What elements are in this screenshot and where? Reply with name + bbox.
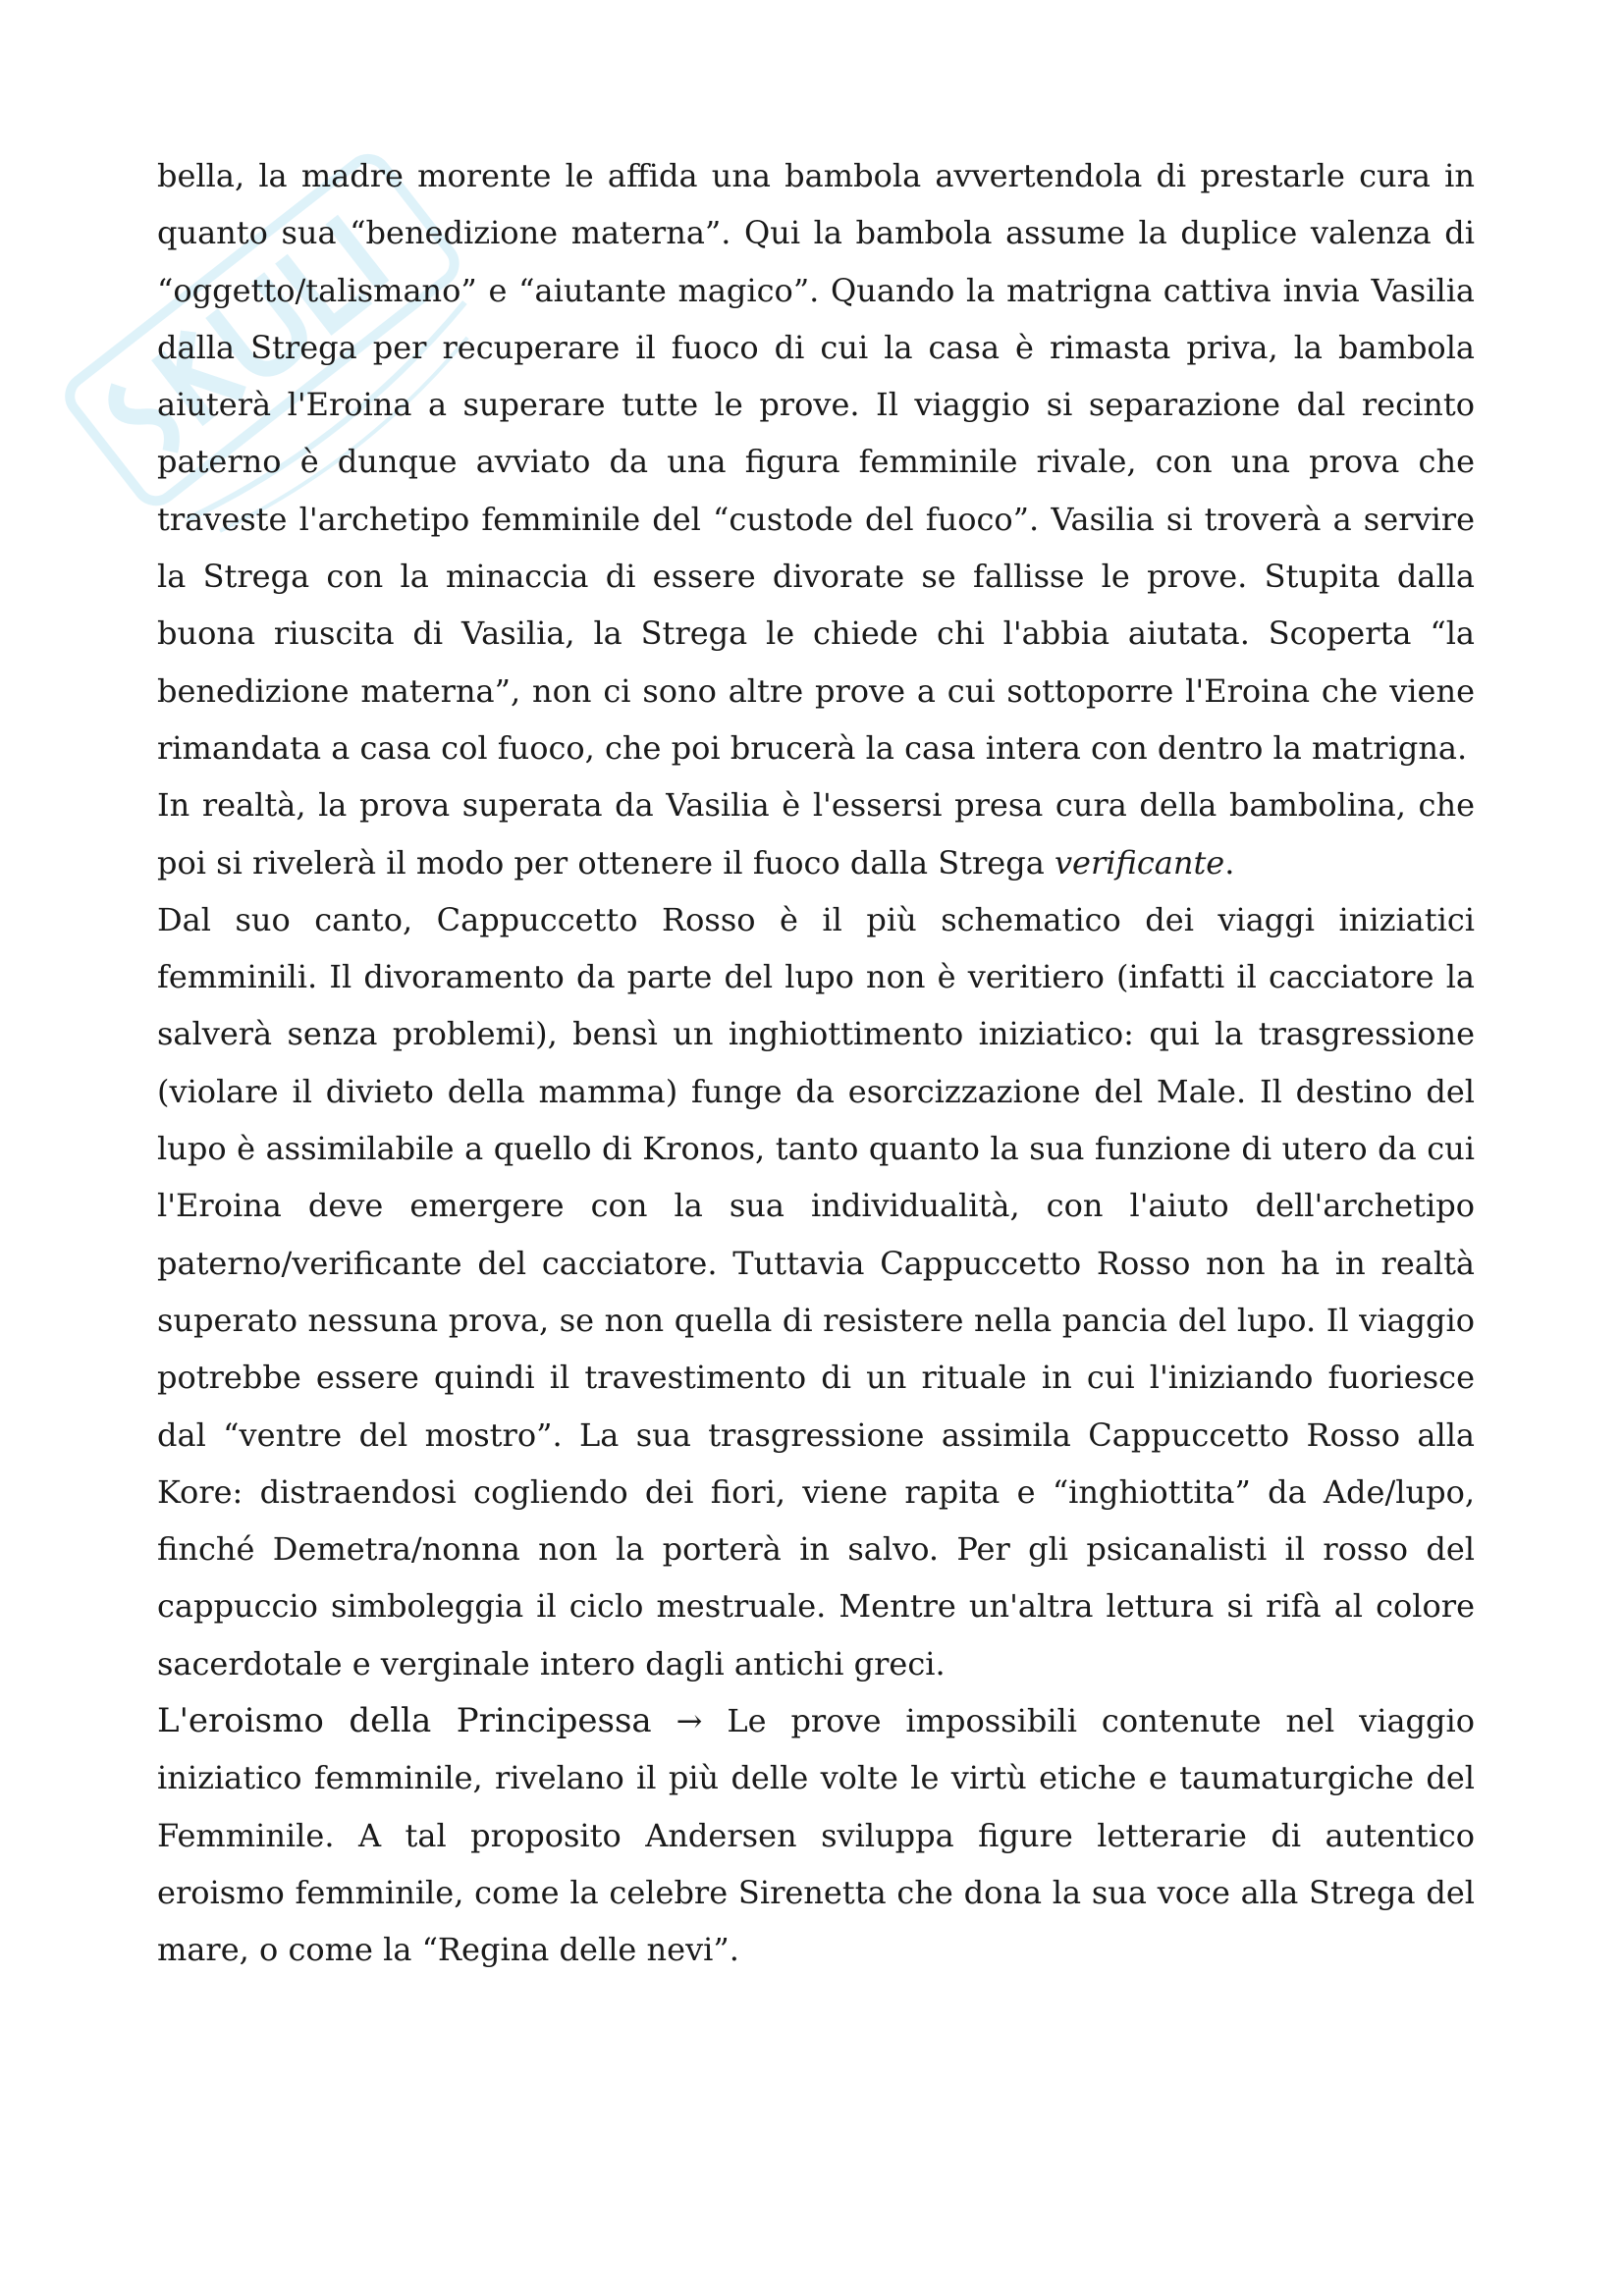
arrow-icon: → bbox=[676, 1702, 703, 1740]
document-body bbox=[157, 147, 1475, 1979]
paragraph-prova-end: . bbox=[1224, 843, 1235, 881]
paragraph-prova-superata bbox=[157, 776, 1475, 891]
paragraph-cappuccetto: Dal suo canto, Cappuccetto Rosso è il più schematico dei viaggi iniziatici femminili. Il divoramento da parte del lupo non è veritiero (infatti il cacciatore la salverà senza problemi), bensì un inghiottimento iniziatico: qui la trasgressione (violare il divieto della mamma) funge da esorcizzazione del Male. Il destino del lupo è assimilabile a quello di Kronos, tanto quanto la sua funzione di utero da cui l'Eroina deve emergere con la sua individualità, con l'aiuto dell'archetipo paterno/verificante del cacciatore. Tuttavia Cappuccetto Rosso non ha in realtà superato nessuna prova, se non quella di resistere nella pancia del lupo. Il viaggio potrebbe essere quindi il travestimento di un rituale in cui l'iniziando fuoriesce dal “ventre del mostro”. La sua trasgressione assimila Cappuccetto Rosso alla Kore: distraendosi cogliendo dei fiori, viene rapita e “inghiottita” da Ade/lupo, finché Demetra/nonna non la porterà in salvo. Per gli psicanalisti il rosso del cappuccio simboleggia il ciclo mestruale. Mentre un'altra lettura si rifà al colore sacerdotale e verginale intero dagli antichi greci. bbox=[157, 900, 1475, 1682]
paragraph-vasilia: bella, la madre morente le affida una bambola avvertendola di prestarle cura in quanto sua “benedizione materna”. Qui la bambola assume la duplice valenza di “oggetto/talismano” e “aiutante magico”. Quando la matrigna cattiva invia Vasilia dalla Strega per recuperare il fuoco di cui la casa è rimasta priva, la bambola aiuterà l'Eroina a superare tutte le prove. Il viaggio si separazione dal recinto paterno è dunque avviato da una figura femminile rivale, con una prova che traveste l'archetipo femminile del “custode del fuoco”. Vasilia si troverà a servire la Strega con la minaccia di essere divorate se fallisse le prove. Stupita dalla buona riuscita di Vasilia, la Strega le chiede chi l'abbia aiutata. Scoperta “la benedizione materna”, non ci sono altre prove a cui sottoporre l'Eroina che viene rimandata a casa col fuoco, che poi brucerà la casa intera con dentro la matrigna. bbox=[157, 157, 1475, 767]
italic-verificante: verificante bbox=[1054, 843, 1225, 881]
paragraph-prova-text: In realtà, la prova superata da Vasilia è l'essersi presa cura della bambolina, che poi si rivelerà il modo per ottenere il fuoco dalla Strega bbox=[157, 786, 1475, 881]
section-heading: L'eroismo della Principessa bbox=[157, 1701, 652, 1741]
paragraph-eroismo bbox=[157, 1692, 1475, 1978]
paragraph-eroismo-text: Le prove impossibili contenute nel viaggio iniziatico femminile, rivelano il più delle volte le virtù etiche e taumaturgiche del Femminile. A tal proposito Andersen sviluppa figure letterarie di autentico eroismo femminile, come la celebre Sirenetta che dona la sua voce alla Strega del mare, o come la “Regina delle nevi”. bbox=[157, 1702, 1476, 1969]
